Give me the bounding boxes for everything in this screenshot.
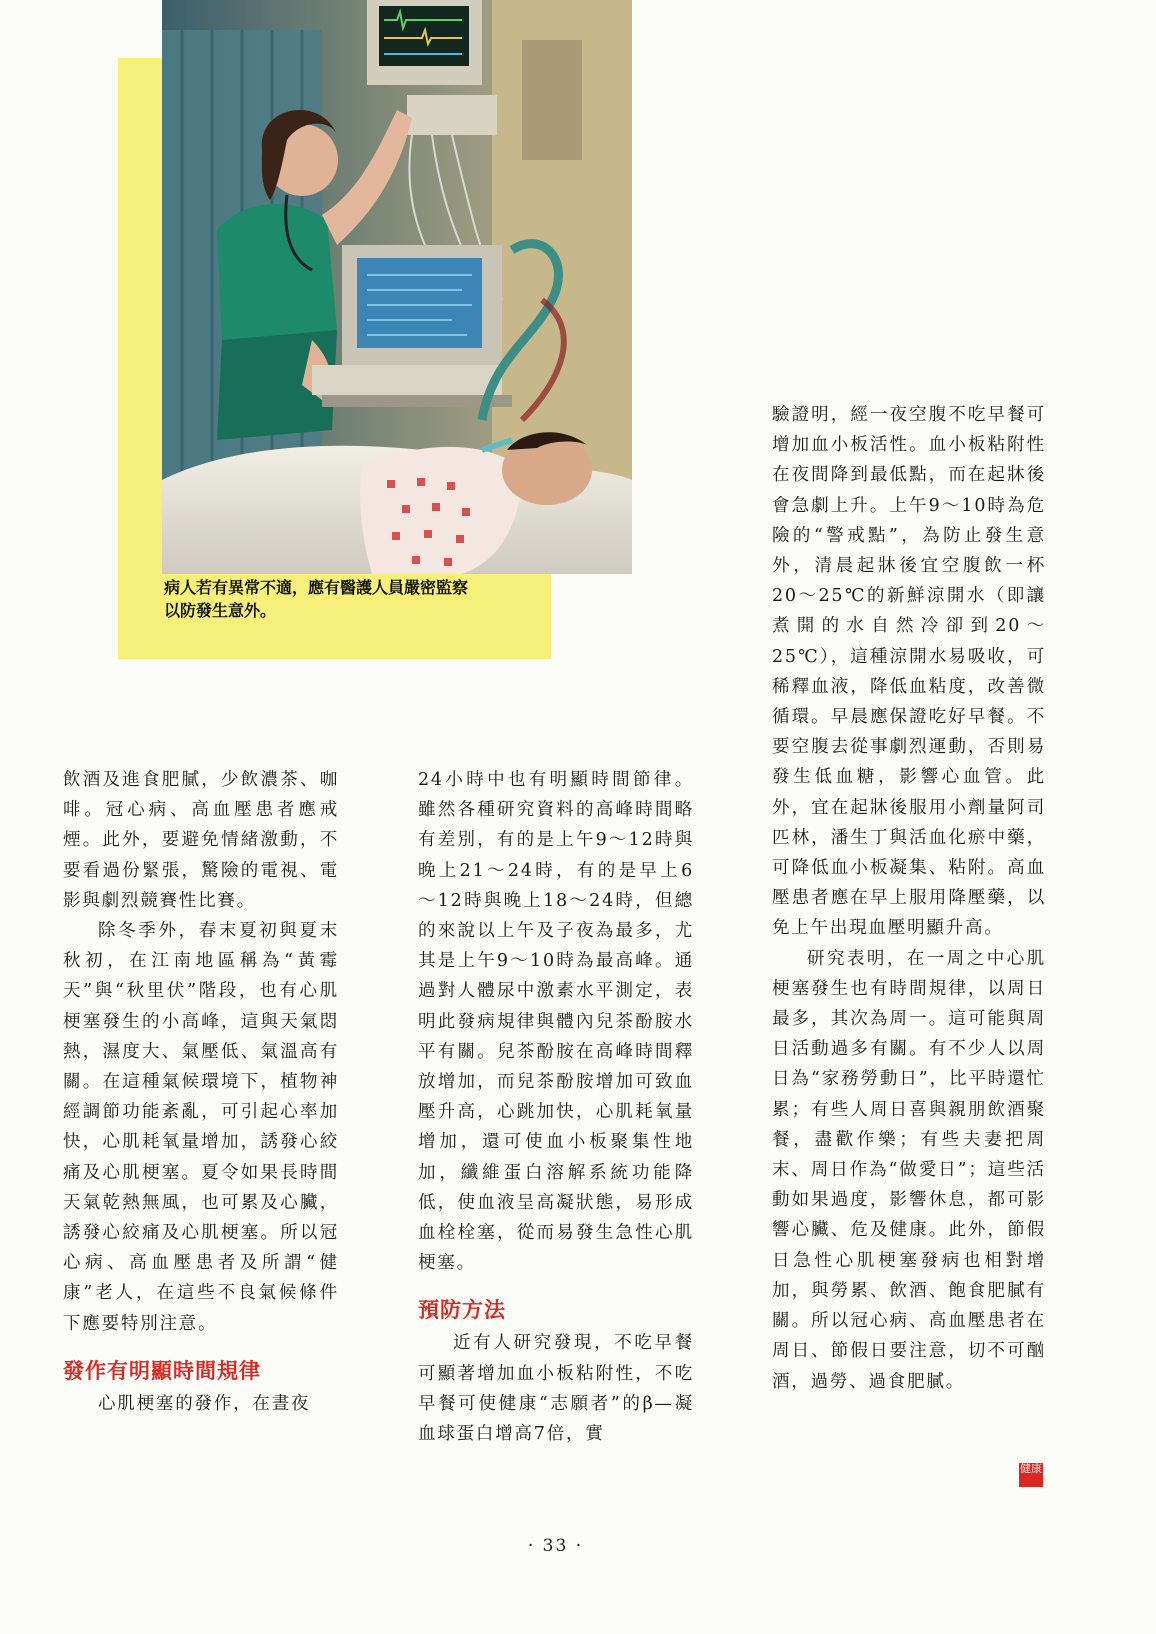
section-heading-timing: 發作有明顯時間規律 xyxy=(63,1358,261,1383)
article-end-mark: 健康 xyxy=(1019,1463,1043,1487)
paragraph: 心肌梗塞的發作，在晝夜 xyxy=(98,1393,311,1414)
paragraph: 近有人研究發現，不吃早餐可顯著增加血小板粘附性，不吃早餐可使健康“志願者”的β—凝血球蛋白增高7倍，實 xyxy=(418,1333,694,1445)
caption-line-2: 以防發生意外。 xyxy=(164,601,277,620)
hospital-photo xyxy=(162,0,632,574)
caption-line-1: 病人若有異常不適，應有醫護人員嚴密監察 xyxy=(164,578,469,597)
paragraph: 飲酒及進食肥膩，少飲濃茶、咖啡。冠心病、高血壓患者應戒煙。此外，要避免情緒激動，不要看過份緊張，驚險的電視、電影與劇烈競賽性比賽。 xyxy=(63,770,339,911)
article-column-3 xyxy=(772,400,1046,1397)
photo-caption xyxy=(164,576,544,622)
paragraph: 24小時中也有明顯時間節律。雖然各種研究資料的高峰時間略有差別，有的是上午9～12時與晚上21～24時，有的是早上6～12時與晚上18～24時，但總的來說以上午及子夜為最多，尤其是上午9～10時為最高峰。通過對人體尿中激素水平測定，表明此發病規律與體內兒茶酚胺水平有關。兒茶酚胺在高峰時間釋放增加，而兒茶酚胺增加可致血壓升高，心跳加快，心肌耗氧量增加，還可使血小板聚集性地加，纖維蛋白溶解系統功能降低，使血液呈高凝狀態，易形成血栓栓塞，從而易發生急性心肌梗塞。 xyxy=(418,770,694,1274)
section-heading-prevention: 預防方法 xyxy=(418,1298,506,1323)
paragraph: 研究表明，在一周之中心肌梗塞發生也有時間規律，以周日最多，其次為周一。這可能與周日活動過多有關。有不少人以周日為“家務勞動日”，比平時還忙累；有些人周日喜與親朋飲酒聚餐，盡歡作樂；有些夫妻把周末、周日作為“做愛日”；這些活動如果過度，影響休息，都可影響心臟、危及健康。此外，節假日急性心肌梗塞發病也相對增加，與勞累、飲酒、飽食肥膩有關。所以冠心病、高血壓患者在周日、節假日要注意，切不可酗酒，過勞、過食肥膩。 xyxy=(772,948,1046,1392)
page-number: · 33 · xyxy=(527,1536,584,1556)
paragraph: 除冬季外，春末夏初與夏末秋初，在江南地區稱為“黃霉天”與“秋里伏”階段，也有心肌梗塞發生的小高峰，這與天氣悶熱，濕度大、氣壓低、氣溫高有關。在這種氣候環境下，植物神經調節功能紊亂，可引起心率加快，心肌耗氧量增加，誘發心絞痛及心肌梗塞。夏令如果長時間天氣乾熱無風，也可累及心臟，誘發心絞痛及心肌梗塞。所以冠心病、高血壓患者及所謂“健康”老人，在這些不良氣候條件下應要特別注意。 xyxy=(63,921,339,1334)
paragraph: 驗證明，經一夜空腹不吃早餐可增加血小板活性。血小板粘附性在夜間降到最低點，而在起牀後會急劇上升。上午9～10時為危險的“警戒點”，為防止發生意外，清晨起牀後宜空腹飲一杯20～25℃的新鮮涼開水（即讓煮開的水自然冷卻到20～25℃），這種涼開水易吸收，可稀釋血液，降低血粘度，改善微循環。早晨應保證吃好早餐。不要空腹去從事劇烈運動，否則易發生低血糖，影響心血管。此外，宜在起牀後服用小劑量阿司匹林，潘生丁與活血化瘀中藥，可降低血小板凝集、粘附。高血壓患者應在早上服用降壓藥，以免上午出現血壓明顯升高。 xyxy=(772,405,1046,939)
article-column-1 xyxy=(63,765,339,1419)
article-column-2 xyxy=(418,765,694,1449)
